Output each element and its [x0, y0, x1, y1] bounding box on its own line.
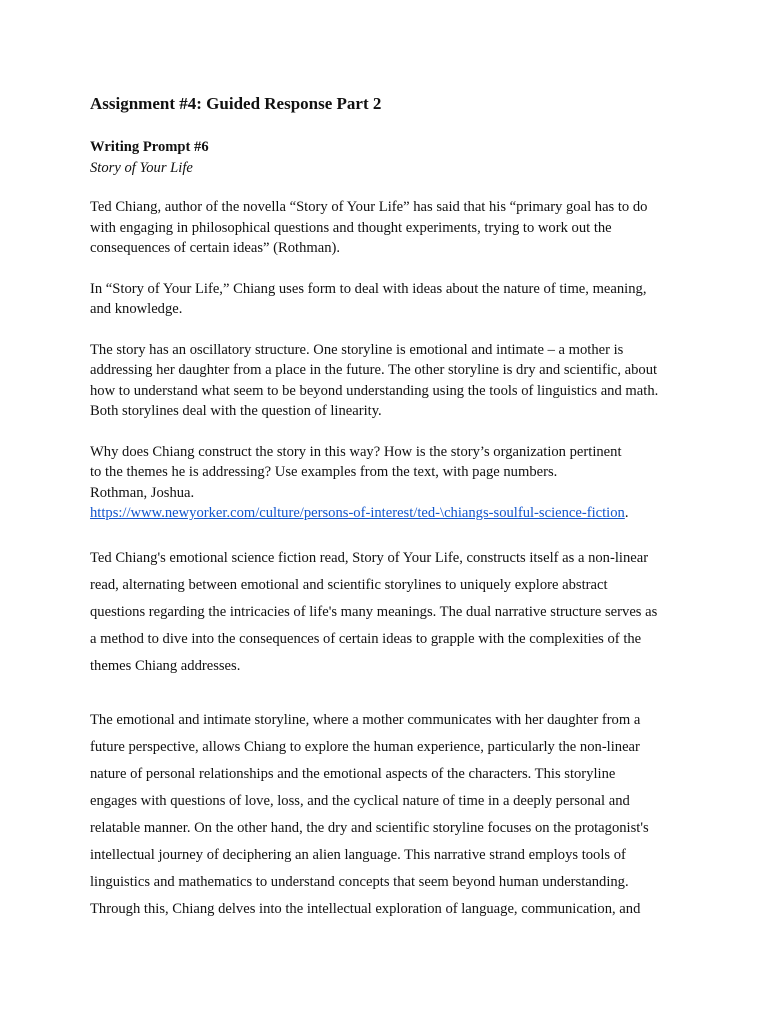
- text-line: engages with questions of love, loss, and the cyclical nature of time in a deeply personal and: [90, 792, 630, 809]
- citation-link[interactable]: https://www.newyorker.com/culture/persons-of-interest/ted-\chiangs-soulful-science-fiction: [90, 505, 625, 521]
- text-line: In “Story of Your Life,” Chiang uses form to deal with ideas about the nature of time, meaning,: [90, 280, 647, 297]
- work-title: Story of Your Life: [90, 160, 193, 176]
- text-line: relatable manner. On the other hand, the dry and scientific storyline focuses on the protagonist's: [90, 819, 649, 836]
- assignment-title: Assignment #4: Guided Response Part 2: [90, 94, 382, 113]
- text-line: and knowledge.: [90, 301, 183, 317]
- text-line: questions regarding the intricacies of life's many meanings. The dual narrative structure serves as: [90, 603, 658, 620]
- text-line: intellectual journey of deciphering an alien language. This narrative strand employs tools of: [90, 846, 626, 863]
- prompt-paragraph-2: [90, 279, 690, 320]
- question-and-citation: [90, 442, 690, 524]
- text-line: themes Chiang addresses.: [90, 657, 241, 674]
- citation-author: Rothman, Joshua.: [90, 484, 195, 501]
- text-line: with engaging in philosophical questions and thought experiments, trying to work out the: [90, 219, 612, 236]
- text-line: The emotional and intimate storyline, where a mother communicates with her daughter from a: [90, 711, 641, 728]
- text-line: how to understand what seem to be beyond understanding using the tools of linguistics and math.: [90, 382, 659, 399]
- prompt-paragraph-1: [90, 197, 690, 259]
- text-line: consequences of certain ideas” (Rothman).: [90, 240, 341, 256]
- citation-url-line: [90, 503, 690, 524]
- prompt-paragraph-3: [90, 340, 690, 422]
- document-body: [90, 92, 690, 950]
- citation-period: .: [624, 505, 629, 521]
- text-line: Through this, Chiang delves into the intellectual exploration of language, communication, and: [90, 900, 641, 917]
- question-line: to the themes he is addressing? Use examples from the text, with page numbers.: [90, 464, 558, 480]
- text-line: a method to dive into the consequences of certain ideas to grapple with the complexities of the: [90, 630, 642, 647]
- text-line: read, alternating between emotional and scientific storylines to uniquely explore abstract: [90, 576, 608, 593]
- writing-prompt-label: Writing Prompt #6: [90, 139, 209, 155]
- question-line: Why does Chiang construct the story in this way? How is the story’s organization pertinent: [90, 443, 622, 460]
- text-line: Both storylines deal with the question of linearity.: [90, 403, 382, 419]
- essay-paragraph-1: [90, 545, 690, 680]
- text-line: Ted Chiang, author of the novella “Story of Your Life” has said that his “primary goal has to do: [90, 199, 648, 215]
- text-line: nature of personal relationships and the emotional aspects of the characters. This storyline: [90, 765, 616, 782]
- text-line: linguistics and mathematics to understand concepts that seem beyond human understanding.: [90, 873, 629, 890]
- essay-paragraph-2: [90, 707, 690, 923]
- text-line: addressing her daughter from a place in the future. The other storyline is dry and scientific, about: [90, 362, 658, 378]
- text-line: The story has an oscillatory structure. One storyline is emotional and intimate – a mother is: [90, 341, 624, 358]
- text-line: Ted Chiang's emotional science fiction read, Story of Your Life, constructs itself as a non-linear: [90, 549, 649, 566]
- text-line: future perspective, allows Chiang to explore the human experience, particularly the non-linear: [90, 738, 640, 755]
